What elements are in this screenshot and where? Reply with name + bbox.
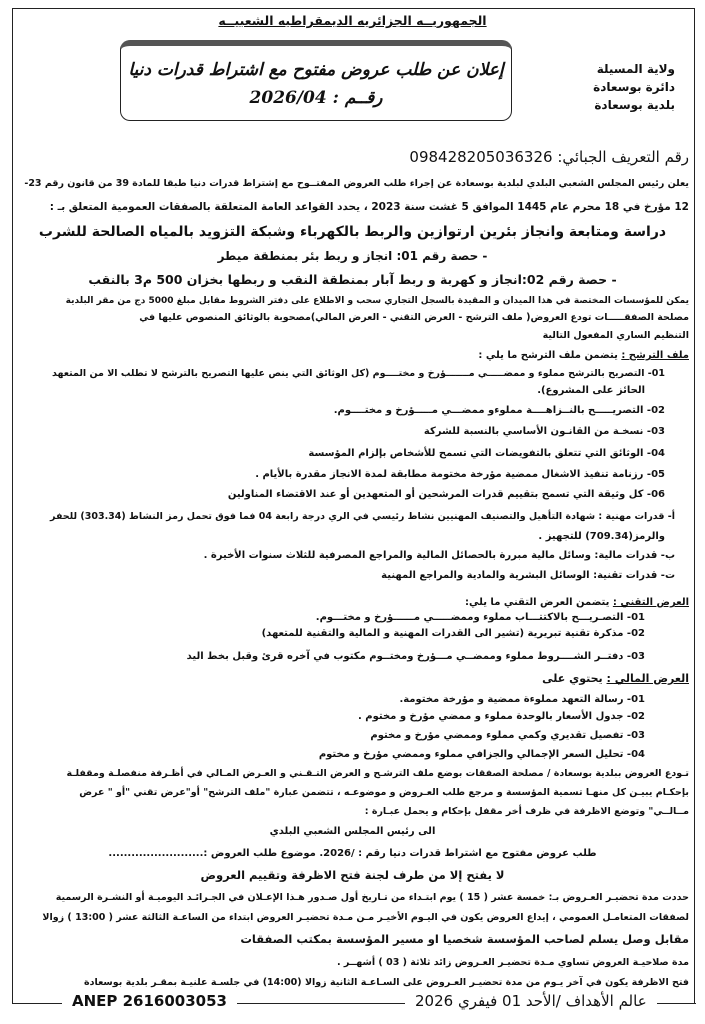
candidacy-section: [16, 349, 689, 363]
candidacy-item: 03- نسخـة من القانـون الأساسي بالنسبة للشركة: [423, 426, 665, 437]
terms-line: مقابل وصل يسلم لصاحب المؤسسة شخصيا او مسير المؤسسة بمكتب الصفقات: [240, 932, 689, 946]
announcement-title: إعلان عن طلب عروض مفتوح مع اشتراط قدرات دنيا: [128, 60, 504, 80]
title-box: [120, 40, 512, 121]
authority-commune: بلدية بوسعادة: [594, 98, 675, 112]
lot-2: - حصة رقم 02:انجاز و كهربة و ربط آبار بمنطقة النقب و ربطها بخزان 500 م3 بالنقب: [88, 272, 617, 287]
announcement-number: رقــم : 2026/04: [249, 88, 383, 108]
authority-wilaya: ولاية المسيلة: [596, 62, 675, 76]
anep-reference: ANEP 2616003053: [62, 992, 237, 1010]
intro-line: يعلن رئيس المجلس الشعبي البلدي لبلدية بوسعادة عن إجراء طلب العروض المفتــوح مع إشتراط قدرات دنيا طبقا للمادة 39 من قانون رقم 23-: [24, 178, 689, 189]
financial-item: 04- تحليل السعر الإجمالي والجزافي مملوء وممضي مؤرخ و مختوم: [318, 749, 645, 760]
terms-line: لصفقات المتعامـل العمومي ، إيداع العروض يكون في اليـوم الأخيـر مـن مـدة تحضيـر العروض ابتداء من الساعـة الثالثة عشر ( 13:00 ) زوالا: [42, 912, 689, 923]
republic-header: الجمهوريــه الجزائريه الديمقراطيه الشعبيــه: [218, 13, 487, 28]
technical-intro: يتضمن العرض التقني ما يلي:: [465, 597, 610, 608]
capacity-technical: ت- قدرات تقنية: الوسائل البشرية والمادية والمراجع المهنية: [381, 570, 675, 581]
candidacy-item: 05- رزنامة تنفيذ الاشغال ممضية مؤرخة مختومة مطابقة لمدة الانجاز مقدرة بالأيام .: [255, 469, 665, 480]
eligibility-line: يمكن للمؤسسات المختصة في هذا الميدان و المقيدة بالسجل التجاري سحب و الاطلاع على دفتر الشروط مقابل مبلغ 5000 دج من مقر البلدية: [65, 296, 689, 306]
candidacy-item: 06- كل وثيقة التي تسمح بتقييم قدرات المرشحين أو المتعهدين أو عند الاقتضاء المناولين: [227, 489, 665, 500]
terms-line: حددت مدة تحضيـر العـروض بـ: خمسة عشر ( 15 ) يوم ابتـداء من تـاريخ أول صـدور هـذا الإعـلان في الجـرائـد اليوميـة أو النشـرة الرسمية: [55, 892, 689, 903]
envelope-warning: لا يفتح إلا من طرف لجنة فتح الاظرفة وتقييم العروض: [200, 868, 505, 882]
capacity-professional-codes: والرمز(709.34) للتجهيز .: [538, 531, 665, 542]
candidacy-item: الحائز على المشروع).: [537, 385, 645, 396]
envelope-reference: طلب عروض مفتوح مع اشتراط قدرات دنيا رقم : /2026. موضوع طلب العروض :.........................: [108, 848, 597, 859]
terms-line: مدة صلاحيـة العروض تساوي مـدة تحضيـر العـروض زائد ثلاثة ( 03 ) أشهــر .: [336, 957, 689, 968]
financial-item: 02- جدول الأسعار بالوحدة مملوء و ممضي مؤرخ و مختوم .: [357, 711, 645, 722]
eligibility-line: التنظيم الساري المفعول التالية: [542, 330, 689, 341]
eligibility-line: مصلحة الصفقـــــات تودع العروض( ملف الترشح - العرض التقني - العرض المالي)مصحوبة بالوثائق المنصوص عليها في: [139, 312, 689, 323]
technical-item: 03- دفتــر الشــــروط مملوء وممضــي مـــؤرخ ومختــوم مكتوب في آخره قرئ وقبل بخط اليد: [186, 651, 645, 662]
technical-item: 02- مذكرة تقنية تبريرية (تشير الى القدرات المهنية و المالية والتقنية للمتعهد): [261, 628, 645, 639]
candidacy-item: 02- التصريـــــح بالنــزاهــــة مملوءو ممضـــي مـــــؤرخ و مختــــوم.: [333, 405, 665, 416]
financial-item: 03- تفصيل تقديري وكمي مملوء وممضي مؤرخ و مختوم: [370, 730, 645, 741]
technical-item: 01- التصـريـــح بالاكتتـــاب مملوء وممضـــــي مــــــؤرخ و مختـــوم.: [315, 612, 645, 623]
envelope-addressee: الى رئيس المجلس الشعبي البلدي: [269, 826, 436, 837]
capacity-professional: أ- قدرات مهنية : شهادة التأهيل والتصنيف المهنيين نشاط رئيسي في الري درجة رابعة 04 فما فوق تحمل رمز النشاط (303.34) للحفر: [50, 511, 675, 522]
candidacy-heading: ملف الترشح :: [621, 350, 689, 361]
candidacy-item: 04- الوثائق التي تتعلق بالتفويضات التي تسمح للأشخاص بإلزام المؤسسة: [308, 448, 665, 459]
intro-line: 12 مؤرخ في 18 محرم عام 1445 الموافق 5 غشت سنة 2023 ، يحدد القواعد العامة المتعلقة بالصفقات العمومية المتعلق بـ :: [49, 201, 689, 213]
capacity-financial: ب- قدرات مالية: وسائل مالية مبررة بالحصائل المالية والمراجع المصرفية للثلاث سنوات الأخيرة .: [203, 550, 675, 561]
publication-info: عالم الأهداف /الأحد 01 فيفري 2026: [405, 992, 657, 1010]
candidacy-item: 01- التصريح بالترشح مملوء و ممضـــــي مـــــــؤرخ و مختــــوم (كل الوثائق التي ينص عليها التصريح بالترشح لا تطلب الا من المتعهد: [51, 368, 665, 379]
submission-line: بإحكـام يبيـن كل منهـا تسمية المؤسسة و مرجع طلب العـروض و موضوعـه ، تتضمن عبارة "ملف الترشح" أو"عرض تقني "أو " عرض: [79, 787, 689, 798]
submission-line: تـودع العروض ببلدية بوسعادة / مصلحة الصفقات بوضع ملف الترشـح و العرض التـقـني و العـرض المـالي في أظـرفة منفصلـة ومقفلـة: [66, 768, 689, 779]
terms-line: فتح الاظرفة يكون في آخر يـوم من مدة تحضيـر العـروض على السـاعـة الثانية زوالا (14:00) في جلسـة علنيـة بمقـر بلدية بوسعادة: [84, 977, 689, 988]
submission-line: مــالــي" وتوضع الاظرفة في ظرف أخر مقفل بإحكام و يحمل عبـارة :: [364, 806, 689, 817]
authority-daira: دائرة بوسعادة: [593, 80, 675, 94]
project-title: دراسة ومتابعة وانجاز بئرين ارتوازين والربط بالكهرباء وشبكة التزويد بالمياه الصالحة للشرب: [38, 224, 667, 240]
technical-section: [16, 596, 689, 610]
technical-heading: العرض التقني :: [612, 597, 689, 608]
lot-1: - حصة رقم 01: انجاز و ربط بئر بمنطقة ميطر: [217, 249, 488, 263]
financial-intro: يحتوي على: [542, 672, 603, 685]
financial-item: 01- رسالة التعهد مملوءة ممضية و مؤرخة مختومة.: [399, 694, 645, 705]
financial-heading: العرض المالي :: [606, 672, 689, 685]
candidacy-intro: يتضمن ملف الترشح ما يلي :: [478, 350, 618, 361]
financial-section: [16, 672, 689, 686]
tax-id: رقم التعريف الجبائي: 09842820503632​6: [409, 148, 689, 166]
